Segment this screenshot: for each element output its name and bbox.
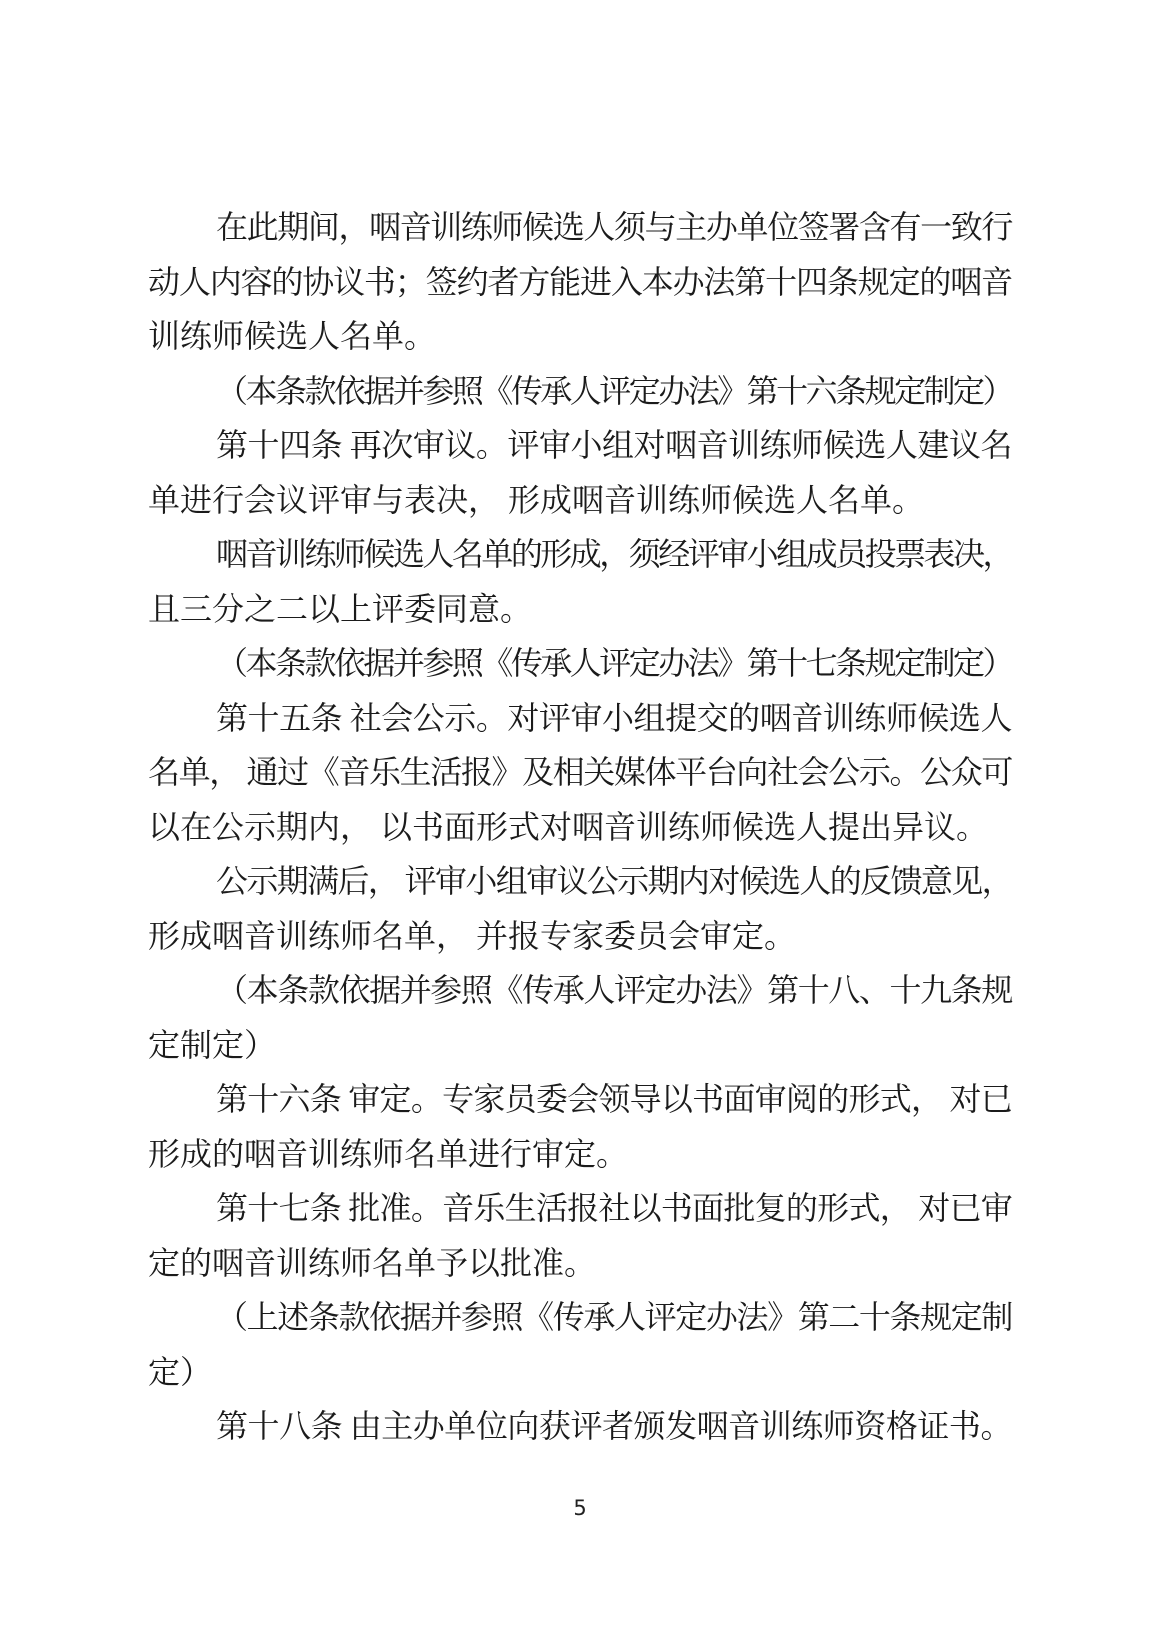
text-line: 公示期满后， 评审小组审议公示期内对候选人的反馈意见， (216, 863, 1013, 899)
text-line: 第十五条 社会公示。对评审小组提交的咽音训练师候选人 (216, 699, 1013, 736)
text-line: 以在公示期内， 以书面形式对咽音训练师候选人提出异议。 (148, 808, 989, 845)
text-line: 在此期间，咽音训练师候选人须与主办单位签署含有一致行 (216, 209, 1013, 245)
text-line: 形成的咽音训练师名单进行审定。 (148, 1135, 629, 1172)
text-body (148, 200, 1012, 1454)
text-line: 第十六条 审定。专家员委会领导以书面审阅的形式， 对已 (216, 1081, 1013, 1117)
text-line: 第十七条 批准。音乐生活报社以书面批复的形式， 对已审 (216, 1190, 1013, 1226)
text-line: 第十八条 由主办单位向获评者颁发咽音训练师资格证书。 (216, 1408, 1013, 1444)
text-line: 动人内容的协议书；签约者方能进入本办法第十四条规定的咽音 (148, 263, 1013, 300)
text-line: （上述条款依据并参照《传承人评定办法》第二十条规定制 (216, 1299, 1013, 1335)
text-line: （本条款依据并参照《传承人评定办法》第十六条规定制定） (216, 372, 1013, 409)
text-line: 定制定） (148, 1026, 277, 1063)
text-line: 名单， 通过《音乐生活报》及相关媒体平台向社会公示。公众可 (148, 754, 1013, 790)
text-line: 定的咽音训练师名单予以批准。 (148, 1244, 597, 1281)
text-line: 第十四条 再次审议。评审小组对咽音训练师候选人建议名 (216, 427, 1013, 463)
page-number: 5 (573, 1496, 587, 1520)
text-line: 单进行会议评审与表决， 形成咽音训练师候选人名单。 (148, 481, 925, 518)
text-line: 训练师候选人名单。 (148, 318, 437, 354)
text-line: 形成咽音训练师名单， 并报专家委员会审定。 (148, 917, 797, 954)
text-line: 且三分之二以上评委同意。 (148, 590, 533, 627)
text-line: （本条款依据并参照《传承人评定办法》第十七条规定制定） (216, 645, 1013, 681)
text-line: （本条款依据并参照《传承人评定办法》第十八、十九条规 (216, 972, 1013, 1008)
text-line: 定） (148, 1353, 213, 1390)
text-line: 咽音训练师候选人名单的形成，须经评审小组成员投票表决， (216, 536, 1013, 572)
